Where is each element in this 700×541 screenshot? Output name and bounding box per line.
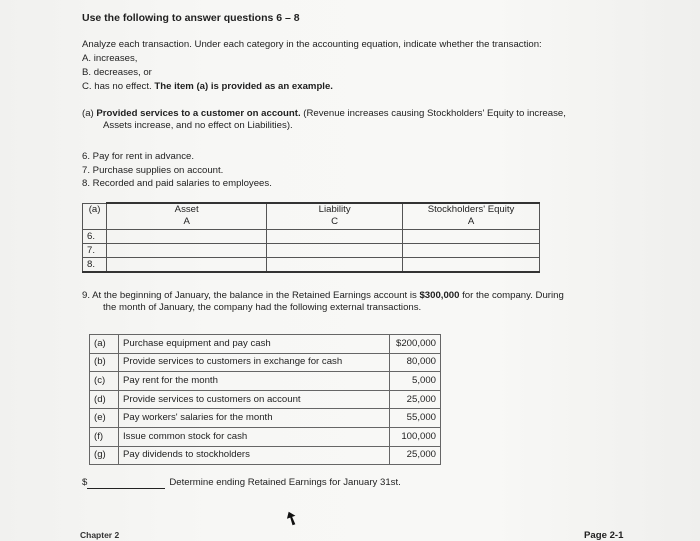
tx-description: Pay workers' salaries for the month: [119, 409, 390, 428]
asset-cell[interactable]: [107, 230, 267, 244]
liability-header-label: Liability: [318, 204, 351, 215]
instructions: [82, 39, 542, 95]
tx-letter: (e): [90, 409, 119, 428]
asset-example-value: A: [183, 216, 190, 227]
example-note: The item (a) is provided as an example.: [154, 81, 333, 92]
tx-description: Issue common stock for cash: [119, 427, 390, 446]
tx-description: Pay dividends to stockholders: [119, 446, 390, 465]
tx-letter: (f): [90, 427, 119, 446]
asset-cell[interactable]: [107, 258, 267, 273]
footer-page-number: Page 2-1: [584, 530, 624, 541]
equity-cell[interactable]: [403, 258, 540, 273]
question-items: [82, 151, 272, 192]
row-label: 7.: [83, 244, 107, 258]
table-row: [90, 390, 441, 409]
table-row: [90, 427, 441, 446]
answer-blank[interactable]: [87, 478, 165, 489]
q9-text-cont: the month of January, the company had the following external transactions.: [103, 302, 422, 313]
tx-amount: 5,000: [390, 372, 441, 391]
item-7: 7. Purchase supplies on account.: [82, 164, 224, 176]
tx-amount: $200,000: [390, 335, 441, 354]
equity-header-label: Stockholders' Equity: [427, 204, 515, 215]
accounting-equation-table: [82, 202, 540, 273]
table-row: [83, 230, 540, 244]
liability-example-value: C: [331, 216, 339, 227]
q9-amount: $300,000: [419, 290, 460, 301]
equity-cell[interactable]: [403, 230, 540, 244]
asset-column-header: [107, 203, 267, 230]
q9-text-suffix: for the company. During: [459, 290, 564, 301]
tx-letter: (g): [90, 446, 119, 465]
table-row: [90, 446, 441, 465]
instructions-line: Analyze each transaction. Under each category in the accounting equation, indicate whether the transaction:: [82, 39, 542, 50]
tx-letter: (c): [90, 372, 119, 391]
table-row: [90, 409, 441, 428]
table-row: [83, 258, 540, 273]
asset-cell[interactable]: [107, 244, 267, 258]
currency-symbol: $: [82, 477, 88, 488]
example-block: [82, 108, 566, 132]
tx-amount: 25,000: [390, 390, 441, 409]
tx-letter: (a): [90, 335, 119, 354]
row-label: 8.: [83, 258, 107, 273]
tx-description: Pay rent for the month: [119, 372, 390, 391]
transactions-table: [89, 334, 441, 465]
tx-description: Purchase equipment and pay cash: [119, 335, 390, 354]
tx-description: Provide services to customers in exchange for cash: [119, 353, 390, 372]
example-explanation: (Revenue increases causing Stockholders' Equity to increase,: [303, 108, 566, 119]
example-bold-text: Provided services to a customer on account.: [96, 108, 301, 119]
liability-column-header: [267, 203, 403, 230]
item-6: 6. Pay for rent in advance.: [82, 151, 194, 162]
liability-cell[interactable]: [267, 258, 403, 273]
option-a: A. increases,: [82, 53, 138, 64]
option-b: B. decreases, or: [82, 67, 152, 78]
question-9: [82, 290, 564, 314]
table-row: [90, 372, 441, 391]
equity-column-header: [403, 203, 540, 230]
section-heading: Use the following to answer questions 6 – 8: [82, 12, 300, 24]
row-label-header: [83, 203, 107, 230]
tx-amount: 80,000: [390, 353, 441, 372]
q9-text: At the beginning of January, the balance in the Retained Earnings account is: [92, 290, 420, 301]
footer-chapter: Chapter 2: [80, 530, 120, 540]
equity-example-value: A: [467, 216, 475, 227]
liability-cell[interactable]: [267, 244, 403, 258]
q9-number: 9.: [82, 290, 91, 301]
row-label: 6.: [83, 230, 107, 244]
example-row-label: (a): [88, 203, 101, 215]
example-label: (a): [82, 108, 94, 119]
table-row: [90, 335, 441, 354]
table-row: [90, 353, 441, 372]
answer-prompt: Determine ending Retained Earnings for January 31st.: [169, 477, 401, 488]
liability-cell[interactable]: [267, 230, 403, 244]
tx-letter: (b): [90, 353, 119, 372]
item-8: 8. Recorded and paid salaries to employees.: [82, 178, 272, 189]
tx-letter: (d): [90, 390, 119, 409]
option-c: C. has no effect.: [82, 81, 152, 92]
tx-amount: 25,000: [390, 446, 441, 465]
table-row: [83, 244, 540, 258]
example-explanation-cont: Assets increase, and no effect on Liabilities).: [103, 120, 293, 131]
tx-amount: 100,000: [390, 427, 441, 446]
tx-amount: 55,000: [390, 409, 441, 428]
tx-description: Provide services to customers on account: [119, 390, 390, 409]
answer-line: [82, 477, 401, 489]
mouse-cursor-icon: [286, 510, 298, 526]
asset-header-label: Asset: [174, 204, 199, 215]
equity-cell[interactable]: [403, 244, 540, 258]
